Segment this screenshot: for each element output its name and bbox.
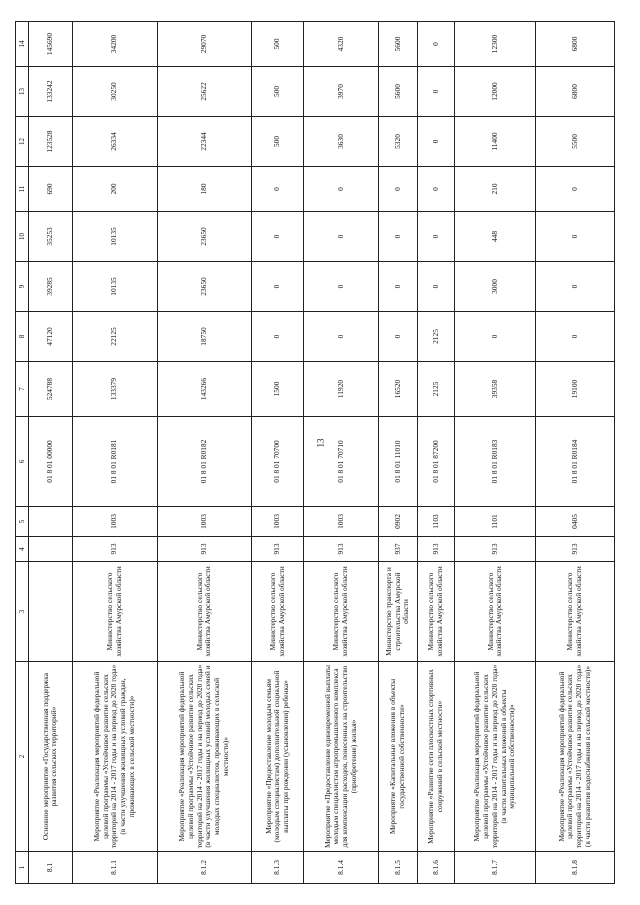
amount-2019-cell: 12000: [455, 67, 536, 117]
table-row: [536, 22, 615, 884]
amount-2014-cell: 0: [252, 312, 304, 362]
amount-2017-cell: 0: [378, 167, 417, 212]
table-body: [29, 22, 615, 884]
page-number: 13: [315, 438, 326, 448]
amount-2019-cell: 6800: [536, 67, 615, 117]
amount-2018-cell: 5320: [378, 117, 417, 167]
amount-2014-cell: 18750: [157, 312, 251, 362]
row-number-cell: 8.1.8: [536, 852, 615, 884]
amount-2014-cell: 0: [378, 312, 417, 362]
column-number-header: 7: [16, 362, 29, 417]
grbs-code-cell: 913: [536, 537, 615, 562]
amount-2014-cell: 22125: [72, 312, 157, 362]
activity-name-cell: Мероприятие «Реализация мероприятий федеральной целевой программы «Устойчивое развитие сельских территорий на 2014 - 2017 годы и на период до 2020 года» (в части развития водоснабжения в сельской местности)»: [536, 662, 615, 852]
amount-2019-cell: 0: [418, 67, 455, 117]
amount-2017-cell: 690: [29, 167, 73, 212]
target-article-code-cell: 01 8 01 11010: [378, 417, 417, 507]
target-article-code-cell: 01 8 01 70710: [304, 417, 378, 507]
total-amount-cell: 2125: [418, 362, 455, 417]
total-amount-cell: 1500: [252, 362, 304, 417]
program-activities-table: [15, 21, 615, 884]
activity-name-cell: Мероприятие «Развитие сети плоскостных спортивных сооружений в сельской местности»: [418, 662, 455, 852]
amount-2017-cell: 0: [536, 167, 615, 212]
target-article-code-cell: 01 8 01 R0184: [536, 417, 615, 507]
activity-name-cell: Мероприятие «Реализация мероприятий федеральной целевой программы «Устойчивое развитие сельских территорий на 2014 - 2017 годы и на период до 2020 года» (в части капитальных вложений в объекты муниципальной собственности)»: [455, 662, 536, 852]
column-number-header: 8: [16, 312, 29, 362]
table-header-row: [16, 22, 29, 884]
amount-2018-cell: 123528: [29, 117, 73, 167]
activity-name-cell: Мероприятие «Реализация мероприятий федеральной целевой программы «Устойчивое развитие сельских территорий на 2014 - 2017 годы и на период до 2020 года» (в части улучшения жилищных условий граждан, проживающих в сельской местности)»: [72, 662, 157, 852]
amount-2016-cell: 448: [455, 212, 536, 262]
amount-2016-cell: 23650: [157, 212, 251, 262]
section-subsection-code-cell: 1003: [252, 507, 304, 537]
total-amount-cell: 16520: [378, 362, 417, 417]
amount-2020-cell: 4320: [304, 22, 378, 67]
table-row: [455, 22, 536, 884]
amount-2017-cell: 200: [72, 167, 157, 212]
responsible-executor-cell: Министерство сельского хозяйства Амурской области: [455, 562, 536, 662]
responsible-executor-cell: Министерство сельского хозяйства Амурской области: [72, 562, 157, 662]
column-number-header: 1: [16, 852, 29, 884]
amount-2014-cell: 47120: [29, 312, 73, 362]
column-number-header: 4: [16, 537, 29, 562]
table-row: [418, 22, 455, 884]
amount-2016-cell: 0: [378, 212, 417, 262]
amount-2018-cell: 11400: [455, 117, 536, 167]
amount-2019-cell: 5600: [378, 67, 417, 117]
amount-2018-cell: 500: [252, 117, 304, 167]
total-amount-cell: 524788: [29, 362, 73, 417]
column-number-header: 2: [16, 662, 29, 852]
responsible-executor-cell: Министерство сельского хозяйства Амурской области: [418, 562, 455, 662]
table-row: [72, 22, 157, 884]
column-number-header: 10: [16, 212, 29, 262]
amount-2020-cell: 0: [418, 22, 455, 67]
row-number-cell: 8.1: [29, 852, 73, 884]
section-subsection-code-cell: 1101: [455, 507, 536, 537]
amount-2016-cell: 0: [252, 212, 304, 262]
row-number-cell: 8.1.5: [378, 852, 417, 884]
column-number-header: 5: [16, 507, 29, 537]
section-subsection-code-cell: 1003: [304, 507, 378, 537]
amount-2015-cell: 0: [304, 262, 378, 312]
table-row: [29, 22, 73, 884]
column-number-header: 11: [16, 167, 29, 212]
total-amount-cell: 39358: [455, 362, 536, 417]
amount-2020-cell: 6800: [536, 22, 615, 67]
amount-2020-cell: 500: [252, 22, 304, 67]
row-number-cell: 8.1.7: [455, 852, 536, 884]
amount-2015-cell: 0: [378, 262, 417, 312]
amount-2016-cell: 35253: [29, 212, 73, 262]
target-article-code-cell: 01 8 01 R0181: [72, 417, 157, 507]
rotated-page-area: [15, 22, 615, 884]
amount-2020-cell: 5600: [378, 22, 417, 67]
target-article-code-cell: 01 8 01 87200: [418, 417, 455, 507]
activity-name-cell: Основное мероприятие «Государственная поддержка развития сельских территорий»: [29, 662, 73, 852]
responsible-executor-cell: Министерство транспорта и строительства Амурской области: [378, 562, 417, 662]
responsible-executor-cell: Министерство сельского хозяйства Амурской области: [252, 562, 304, 662]
row-number-cell: 8.1.1: [72, 852, 157, 884]
grbs-code-cell: 913: [157, 537, 251, 562]
amount-2014-cell: 0: [304, 312, 378, 362]
amount-2019-cell: 133242: [29, 67, 73, 117]
amount-2019-cell: 3970: [304, 67, 378, 117]
grbs-code-cell: 913: [252, 537, 304, 562]
rotated-table-container: [15, 22, 615, 884]
table-row: [252, 22, 304, 884]
amount-2020-cell: 145690: [29, 22, 73, 67]
activity-name-cell: Мероприятие «Реализация мероприятий федеральной целевой программы «Устойчивое развитие сельских территорий на 2014 - 2017 годы и на период до 2020 года» (в части улучшения жилищных условий молодых семей и молодых специалистов, проживающих в сельской местности)»: [157, 662, 251, 852]
grbs-code-cell: 937: [378, 537, 417, 562]
total-amount-cell: 11920: [304, 362, 378, 417]
table-row: [378, 22, 417, 884]
section-subsection-code-cell: [29, 507, 73, 537]
section-subsection-code-cell: 0902: [378, 507, 417, 537]
grbs-code-cell: 913: [418, 537, 455, 562]
amount-2015-cell: 39285: [29, 262, 73, 312]
amount-2015-cell: 0: [252, 262, 304, 312]
column-number-header: 13: [16, 67, 29, 117]
amount-2015-cell: 0: [418, 262, 455, 312]
amount-2019-cell: 30250: [72, 67, 157, 117]
amount-2016-cell: 10135: [72, 212, 157, 262]
amount-2015-cell: 3000: [455, 262, 536, 312]
amount-2017-cell: 0: [252, 167, 304, 212]
row-number-cell: 8.1.3: [252, 852, 304, 884]
amount-2020-cell: 12300: [455, 22, 536, 67]
row-number-cell: 8.1.6: [418, 852, 455, 884]
total-amount-cell: 143266: [157, 362, 251, 417]
amount-2016-cell: 0: [536, 212, 615, 262]
grbs-code-cell: 913: [455, 537, 536, 562]
amount-2017-cell: 180: [157, 167, 251, 212]
amount-2018-cell: 26334: [72, 117, 157, 167]
amount-2017-cell: 0: [418, 167, 455, 212]
section-subsection-code-cell: 1003: [72, 507, 157, 537]
amount-2016-cell: 0: [304, 212, 378, 262]
column-number-header: 6: [16, 417, 29, 507]
amount-2018-cell: 5500: [536, 117, 615, 167]
column-number-header: 9: [16, 262, 29, 312]
amount-2015-cell: 10135: [72, 262, 157, 312]
grbs-code-cell: [29, 537, 73, 562]
row-number-cell: 8.1.2: [157, 852, 251, 884]
section-subsection-code-cell: 1103: [418, 507, 455, 537]
grbs-code-cell: 913: [72, 537, 157, 562]
amount-2014-cell: 2125: [418, 312, 455, 362]
column-number-header: 14: [16, 22, 29, 67]
total-amount-cell: 133379: [72, 362, 157, 417]
responsible-executor-cell: Министерство сельского хозяйства Амурской области: [304, 562, 378, 662]
column-number-header: 12: [16, 117, 29, 167]
amount-2016-cell: 0: [418, 212, 455, 262]
amount-2019-cell: 25622: [157, 67, 251, 117]
section-subsection-code-cell: 1003: [157, 507, 251, 537]
amount-2020-cell: 29070: [157, 22, 251, 67]
activity-name-cell: Мероприятие «Предоставление единовременной выплаты молодым специалистам агропромышленного комплекса для компенсации расходов, понесенных на строительство (приобретение) жилья»: [304, 662, 378, 852]
target-article-code-cell: 01 8 01 R0183: [455, 417, 536, 507]
amount-2020-cell: 34200: [72, 22, 157, 67]
amount-2015-cell: 0: [536, 262, 615, 312]
target-article-code-cell: 01 8 01 R0182: [157, 417, 251, 507]
section-subsection-code-cell: 0405: [536, 507, 615, 537]
row-number-cell: 8.1.4: [304, 852, 378, 884]
responsible-executor-cell: Министерство сельского хозяйства Амурской области: [157, 562, 251, 662]
table-row: [157, 22, 251, 884]
activity-name-cell: Мероприятие «Предоставление молодым семьям (молодым специалистам) дополнительной социальной выплаты при рождении (усыновлении) ребенка»: [252, 662, 304, 852]
amount-2017-cell: 0: [304, 167, 378, 212]
amount-2014-cell: 0: [455, 312, 536, 362]
total-amount-cell: 19100: [536, 362, 615, 417]
responsible-executor-cell: Министерство сельского хозяйства Амурской области: [536, 562, 615, 662]
column-number-header: 3: [16, 562, 29, 662]
amount-2015-cell: 23650: [157, 262, 251, 312]
amount-2017-cell: 210: [455, 167, 536, 212]
amount-2019-cell: 500: [252, 67, 304, 117]
amount-2014-cell: 0: [536, 312, 615, 362]
amount-2018-cell: 22344: [157, 117, 251, 167]
grbs-code-cell: 913: [304, 537, 378, 562]
responsible-executor-cell: [29, 562, 73, 662]
amount-2018-cell: 3630: [304, 117, 378, 167]
table-row: [304, 22, 378, 884]
target-article-code-cell: 01 8 01 00000: [29, 417, 73, 507]
activity-name-cell: Мероприятие «Капитальные вложения в объекты государственной собственности»: [378, 662, 417, 852]
target-article-code-cell: 01 8 01 70700: [252, 417, 304, 507]
amount-2018-cell: 0: [418, 117, 455, 167]
